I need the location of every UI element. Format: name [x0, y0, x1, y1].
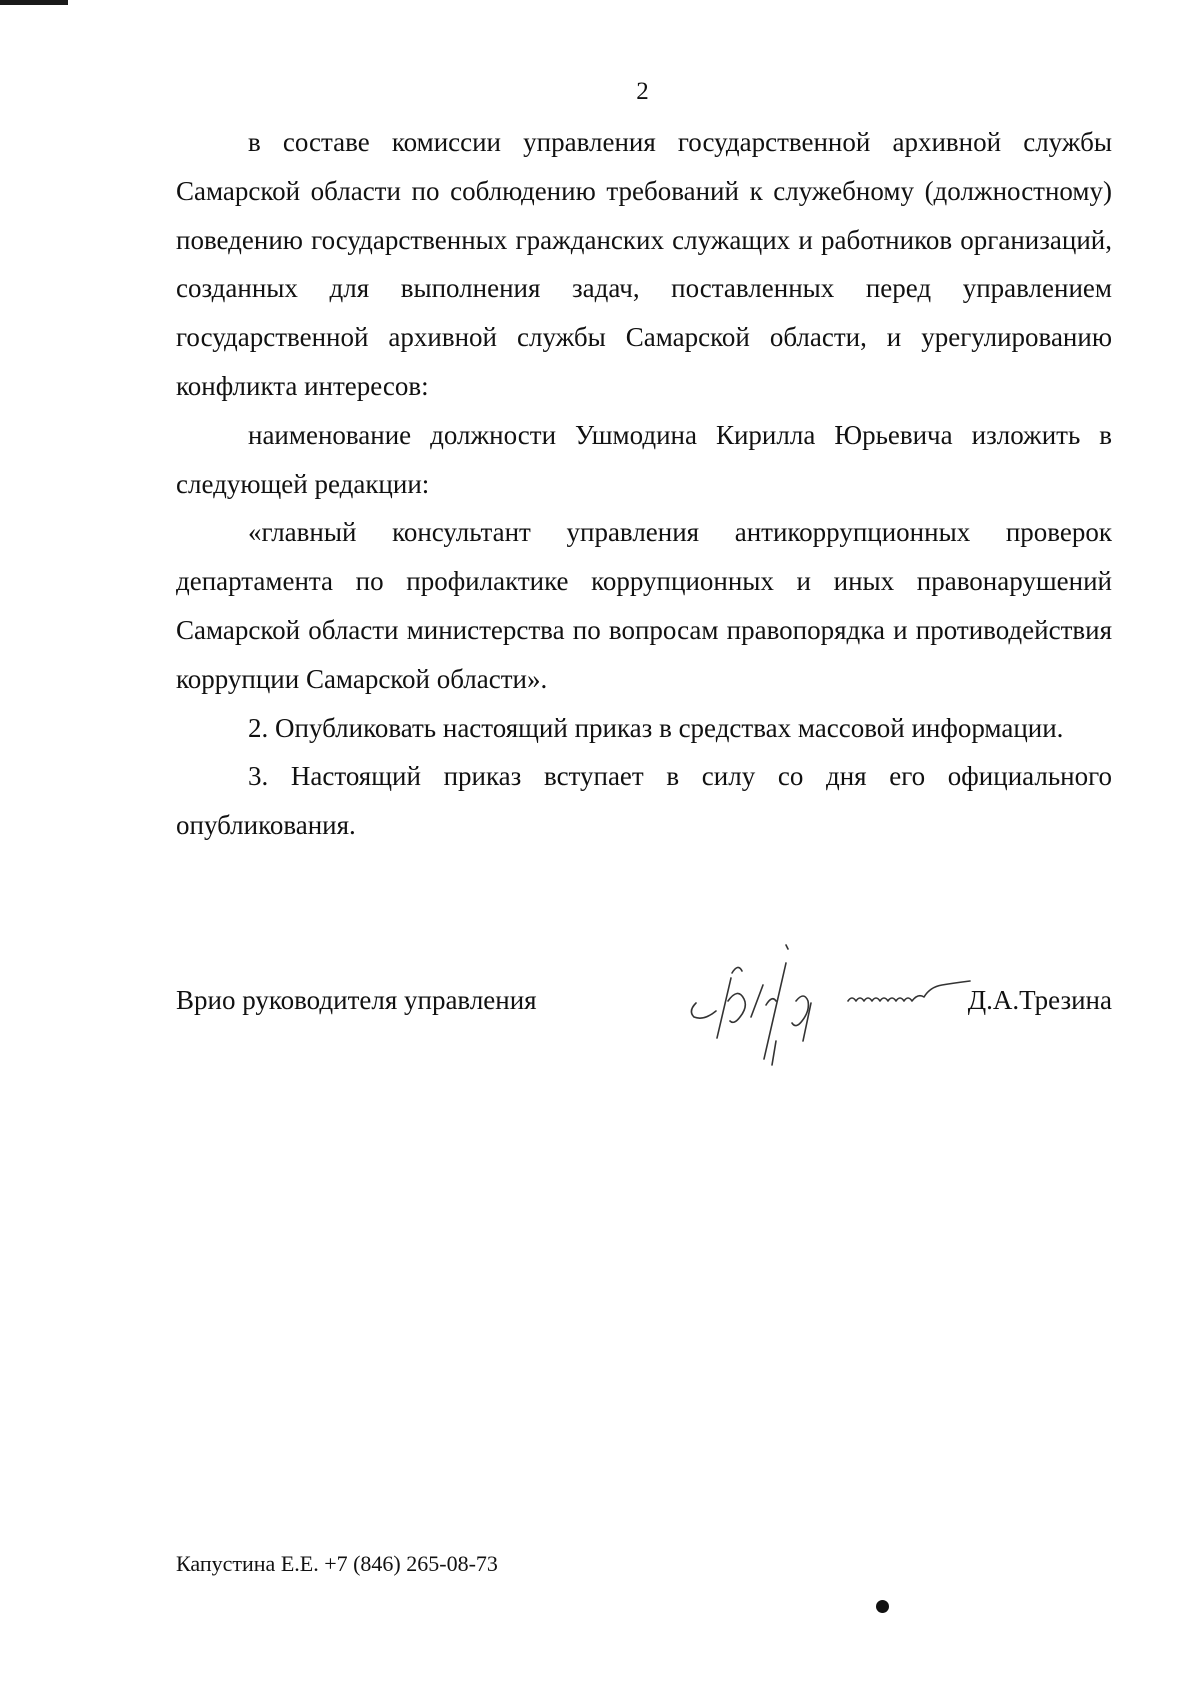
executor-contact: Капустина Е.Е. +7 (846) 265-08-73 [176, 1551, 498, 1576]
paragraph-new-title: «главный консультант управления антикоррупционных проверок департамента по профилактике коррупционных и иных правонарушений Самарской области министерства по вопросам правопорядка и противодействия коррупции Самарской области». [176, 517, 1112, 694]
paragraph-publish: 2. Опубликовать настоящий приказ в средствах массовой информации. [248, 712, 1064, 743]
paragraph-position-name: наименование должности Ушмодина Кирилла Юрьевича изложить в следующей редакции: [176, 419, 1112, 499]
scan-corner-mark [0, 0, 68, 5]
document-body [176, 118, 1112, 850]
scan-dot-mark [876, 1600, 889, 1613]
signatory-title: Врио руководителя управления [176, 985, 537, 1015]
paragraph-commission: в составе комиссии управления государственной архивной службы Самарской области по соблюдению требований к служебному (должностному) поведению государственных гражданских служащих и работников организаций, созданных для выполнения задач, поставленных перед управлением государственной архивной службы Самарской области, и урегулированию конфликта интересов: [176, 127, 1112, 401]
page-number: 2 [636, 78, 649, 105]
signatory-name: Д.А.Трезина [967, 985, 1112, 1015]
signature-block [176, 985, 1112, 1065]
paragraph-effective: 3. Настоящий приказ вступает в силу со дня его официального опубликования. [176, 761, 1112, 841]
handwritten-signature [636, 933, 996, 1073]
